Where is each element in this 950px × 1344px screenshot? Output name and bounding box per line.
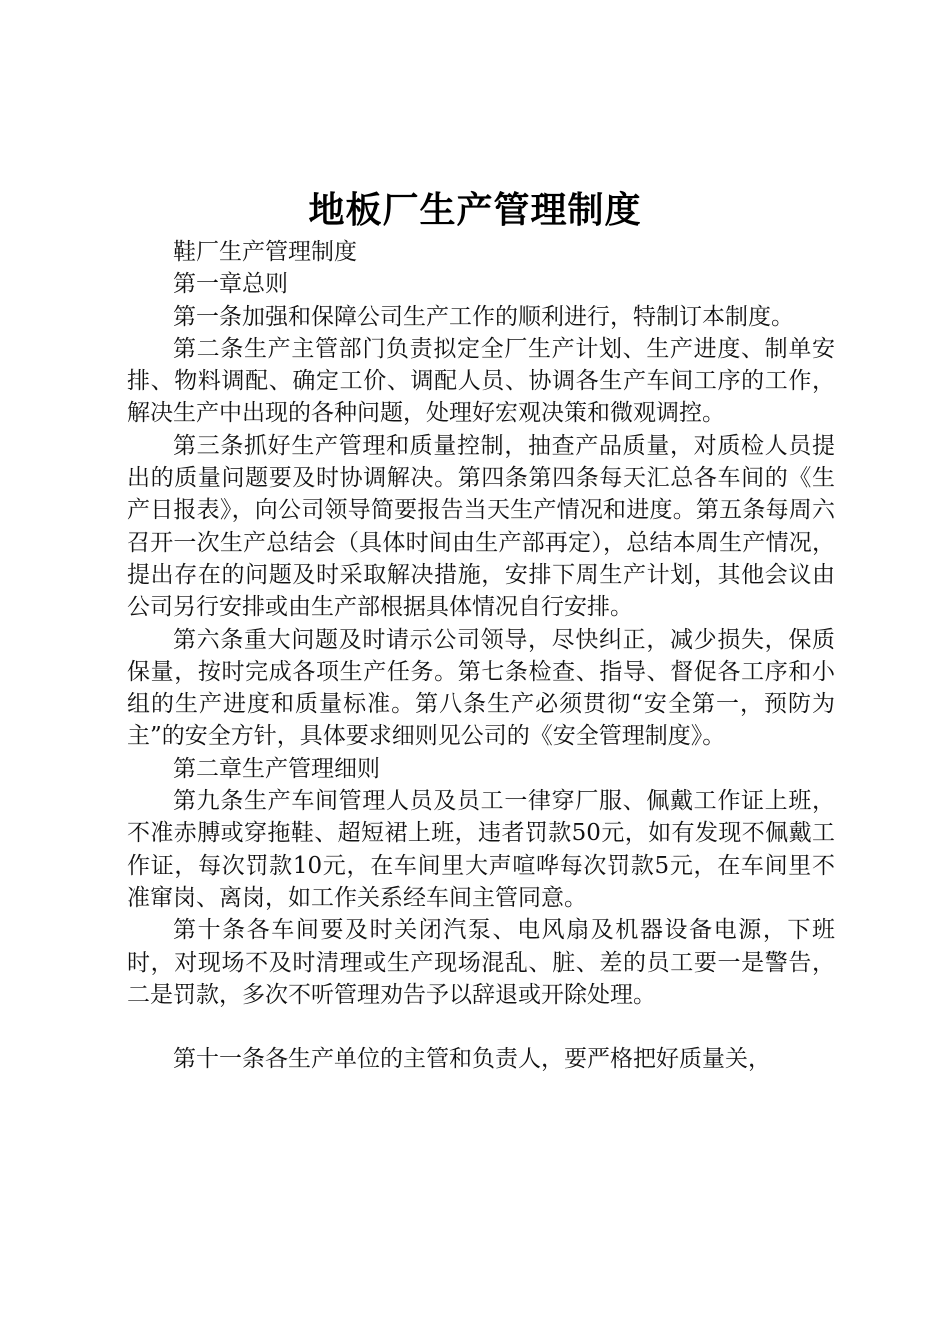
chapter-heading: 第一章总则	[173, 271, 288, 298]
chapter-heading: 第二章生产管理细则	[173, 755, 380, 782]
article-paragraph: 第九条生产车间管理人员及员工一律穿厂服、佩戴工作证上班，不准赤膊或穿拖鞋、超短裙上班，违者罚款50元，如有发现不佩戴工作证，每次罚款10元，在车间里大声喧哗每次罚款5元，在车间里不准窜岗、离岗，如工作关系经车间主管同意。	[127, 788, 835, 911]
article-paragraph: 第十一条各生产单位的主管和负责人，要严格把好质量关，	[173, 1046, 771, 1073]
document-title: 地板厂生产管理制度	[308, 189, 642, 231]
article-paragraph: 第十条各车间要及时关闭汽泵、电风扇及机器设备电源，下班时，对现场不及时清理或生产现场混乱、脏、差的员工要一是警告，二是罚款，多次不听管理劝告予以辞退或开除处理。	[127, 917, 835, 1008]
doc-subtitle: 鞋厂生产管理制度	[173, 239, 357, 265]
document-body	[127, 236, 835, 1075]
article-paragraph: 第一条加强和保障公司生产工作的顺利进行，特制订本制度。	[173, 303, 794, 330]
article-paragraph: 第六条重大问题及时请示公司领导，尽快纠正，减少损失，保质保量，按时完成各项生产任务。第七条检查、指导、督促各工序和小组的生产进度和质量标准。第八条生产必须贯彻“安全第一，预防为主”的安全方针，具体要求细则见公司的《安全管理制度》。	[127, 626, 835, 750]
article-paragraph: 第三条抓好生产管理和质量控制，抽查产品质量，对质检人员提出的质量问题要及时协调解决。第四条第四条每天汇总各车间的《生产日报表》，向公司领导简要报告当天生产情况和进度。第五条每周六召开一次生产总结会（具体时间由生产部再定），总结本周生产情况，提出存在的问题及时采取解决措施，安排下周生产计划，其他会议由公司另行安排或由生产部根据具体情况自行安排。	[127, 432, 835, 621]
article-paragraph: 第二条生产主管部门负责拟定全厂生产计划、生产进度、制单安排、物料调配、确定工价、调配人员、协调各生产车间工序的工作，解决生产中出现的各种问题，处理好宏观决策和微观调控。	[127, 335, 835, 427]
